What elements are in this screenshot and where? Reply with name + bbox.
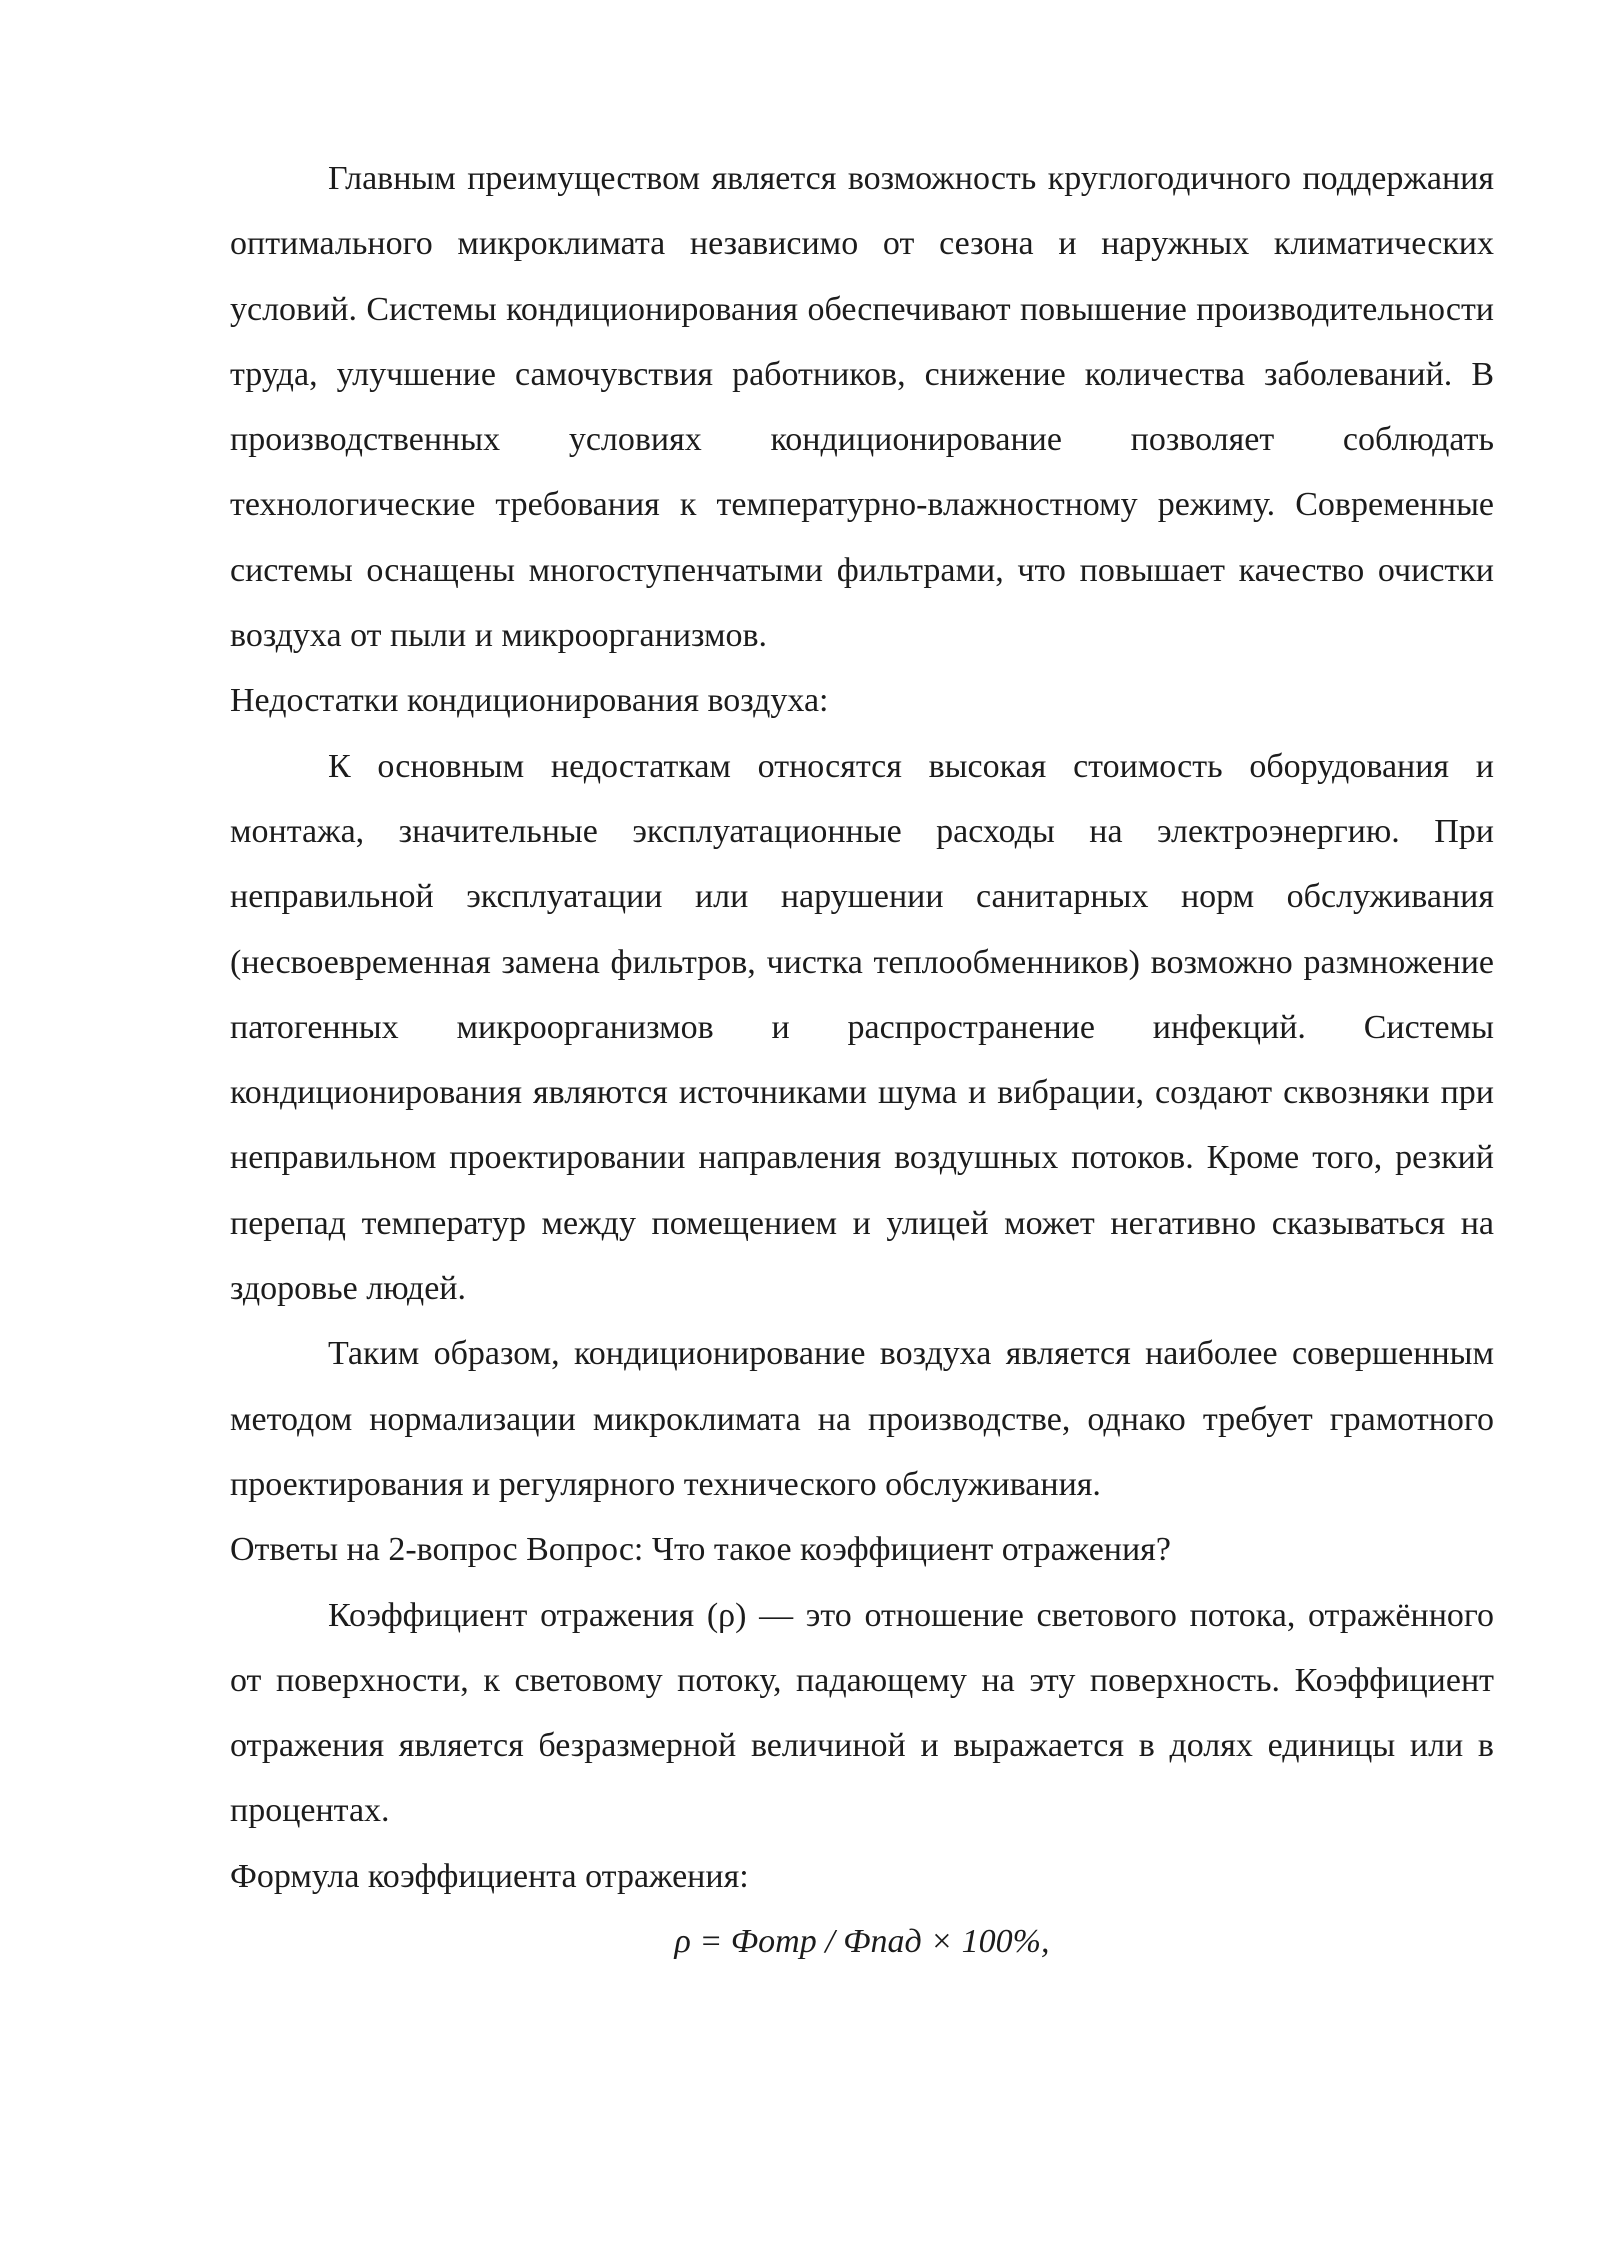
heading-formula: Формула коэффициента отражения: (230, 1857, 749, 1895)
paragraph-advantages: Главным преимуществом является возможность круглогодичного поддержания оптимального микроклимата независимо от сезона и наружных климатических условий. Системы кондиционирования обеспечивают повышение производительности труда, улучшение самочувствия работников, снижение количества заболеваний. В производственных условиях кондиционирование позволяет соблюдать технологические требования к температурно-влажностному режиму. Современные системы оснащены многоступенчатыми фильтрами, что повышает качество очистки воздуха от пыли и микроорганизмов. (230, 160, 1494, 655)
paragraph-conclusion: Таким образом, кондиционирование воздуха является наиболее совершенным методом нормализации микроклимата на производстве, однако требует грамотного проектирования и регулярного технического обслуживания. (230, 1335, 1494, 1503)
paragraph-disadvantages: К основным недостаткам относятся высокая стоимость оборудования и монтажа, значительные эксплуатационные расходы на электроэнергию. При неправильной эксплуатации или нарушении санитарных норм обслуживания (несвоевременная замена фильтров, чистка теплообменников) возможно размножение патогенных микроорганизмов и распространение инфекций. Системы кондиционирования являются источниками шума и вибрации, создают сквозняки при неправильном проектировании направления воздушных потоков. Кроме того, резкий перепад температур между помещением и улицей может негативно сказываться на здоровье людей. (230, 747, 1494, 1308)
document-body (230, 146, 1494, 1974)
heading-disadvantages: Недостатки кондиционирования воздуха: (230, 682, 829, 720)
heading-question-2: Ответы на 2-вопрос Вопрос: Что такое коэффициент отражения? (230, 1531, 1171, 1569)
reflection-formula: ρ = Фотр / Фпад × 100%, (674, 1923, 1050, 1961)
paragraph-reflection-definition: Коэффициент отражения (ρ) — это отношение светового потока, отражённого от поверхности, к световому потоку, падающему на эту поверхность. Коэффициент отражения является безразмерной величиной и выражается в долях единицы или в процентах. (230, 1596, 1494, 1830)
